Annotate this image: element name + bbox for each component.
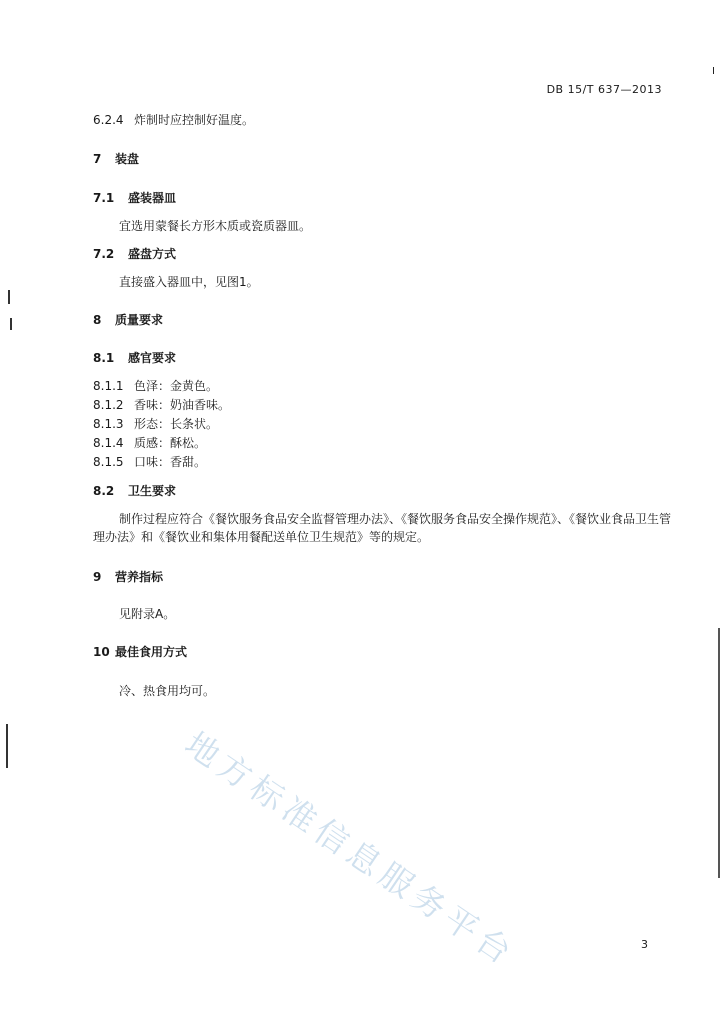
clause-text: 形态：长条状。 <box>134 417 219 431</box>
section-8-1-heading <box>93 349 176 366</box>
clause-number: 8.1.2 <box>93 398 124 412</box>
clause-number: 8.1.1 <box>93 379 124 393</box>
section-7-2-body: 直接盛入器皿中，见图1。 <box>119 275 259 289</box>
section-number: 8.1 <box>93 351 115 365</box>
list-item <box>93 453 206 470</box>
scan-mark <box>10 318 12 330</box>
section-number: 7.2 <box>93 247 115 261</box>
section-7-2-heading <box>93 245 176 262</box>
clause-number: 8.1.5 <box>93 455 124 469</box>
clause-text: 炸制时应控制好温度。 <box>134 113 255 127</box>
section-9-body: 见附录A。 <box>119 607 176 621</box>
clause-6-2-4 <box>93 111 254 128</box>
section-number: 7.1 <box>93 191 115 205</box>
section-8-2-body: 制作过程应符合《餐饮服务食品安全监督管理办法》、《餐饮服务食品安全操作规范》、《餐饮业食品卫生管理办法》和《餐饮业和集体用餐配送单位卫生规范》等的规定。 <box>93 512 672 544</box>
section-8-2-heading <box>93 482 176 499</box>
page-number: 3 <box>641 938 648 951</box>
section-number: 8.2 <box>93 484 115 498</box>
section-7-1-body: 宜选用蒙餐长方形木质或瓷质器皿。 <box>119 219 312 233</box>
section-title: 盛装器皿 <box>128 191 177 205</box>
scan-mark <box>6 724 8 768</box>
clause-number: 6.2.4 <box>93 113 124 127</box>
section-title: 卫生要求 <box>128 484 177 498</box>
list-item <box>93 377 218 394</box>
section-title: 盛盘方式 <box>128 247 177 261</box>
section-10-heading <box>93 643 187 660</box>
section-title: 最佳食用方式 <box>115 645 188 659</box>
section-title: 质量要求 <box>115 313 164 327</box>
clause-text: 香味：奶油香味。 <box>134 398 231 412</box>
list-item <box>93 396 230 413</box>
section-7-heading <box>93 150 139 167</box>
watermark: 地方标准信息服务平台 <box>177 723 524 975</box>
clause-text: 质感：酥松。 <box>134 436 207 450</box>
section-number: 7 <box>93 152 102 166</box>
section-10-body: 冷、热食用均可。 <box>119 684 216 698</box>
list-item <box>93 434 206 451</box>
scan-mark <box>8 290 10 304</box>
section-number: 10 <box>93 645 110 659</box>
clause-text: 色泽：金黄色。 <box>134 379 219 393</box>
scan-edge <box>718 628 720 878</box>
section-title: 营养指标 <box>115 570 164 584</box>
section-8-heading <box>93 311 163 328</box>
clause-text: 口味：香甜。 <box>134 455 207 469</box>
clause-number: 8.1.3 <box>93 417 124 431</box>
section-title: 装盘 <box>115 152 140 166</box>
section-9-heading <box>93 568 163 585</box>
corner-mark: I <box>712 66 715 77</box>
document-code: DB 15/T 637—2013 <box>546 83 662 96</box>
list-item <box>93 415 218 432</box>
section-title: 感官要求 <box>128 351 177 365</box>
section-number: 8 <box>93 313 102 327</box>
section-7-1-heading <box>93 189 176 206</box>
clause-number: 8.1.4 <box>93 436 124 450</box>
section-number: 9 <box>93 570 102 584</box>
